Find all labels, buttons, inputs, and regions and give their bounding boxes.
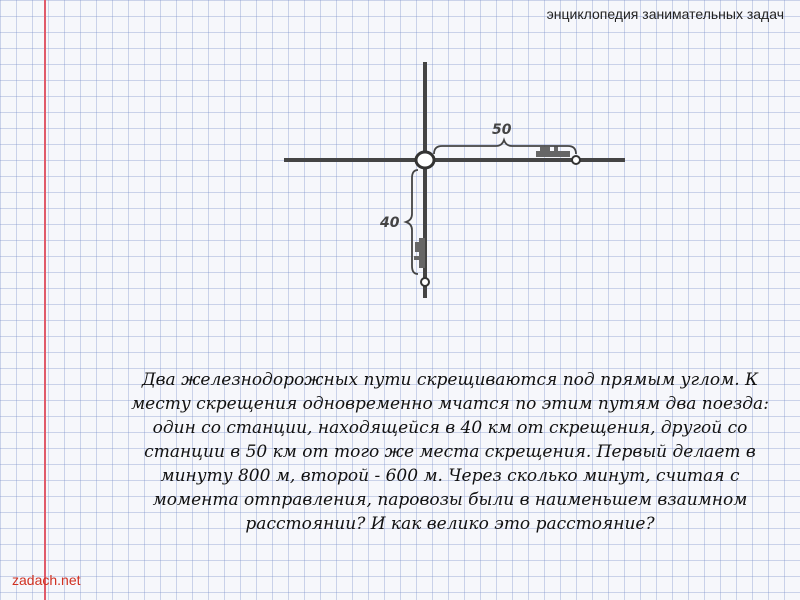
problem-text: Два железнодорожных пути скрещиваются под прямым углом. К месту скрещения одновременно мчатся по этим путям два поезда: один со станции, находящейся в 40 км от скрещения, другой со станции в 50 км от того же места скрещения. Первый делает в минуту 800 м, второй - 600 м. Через сколько минут, считая с момента отправления, паровозы были в наименьшем взаимном расстоянии? И как велико это расстояние? [131,370,769,534]
horizontal-train [536,146,570,157]
site-title: энциклопедия занимательных задач [546,6,784,22]
railway-diagram-svg [270,50,640,320]
vertical-train [414,238,425,268]
vertical-station [421,278,429,286]
distance-label-vertical: 40 [380,215,400,231]
horizontal-station [572,156,580,164]
distance-label-horizontal: 50 [492,122,512,138]
notebook-margin-line [44,0,46,600]
railway-diagram [270,50,640,320]
crossing-point [416,152,434,168]
site-link[interactable]: zadach.net [12,572,81,588]
